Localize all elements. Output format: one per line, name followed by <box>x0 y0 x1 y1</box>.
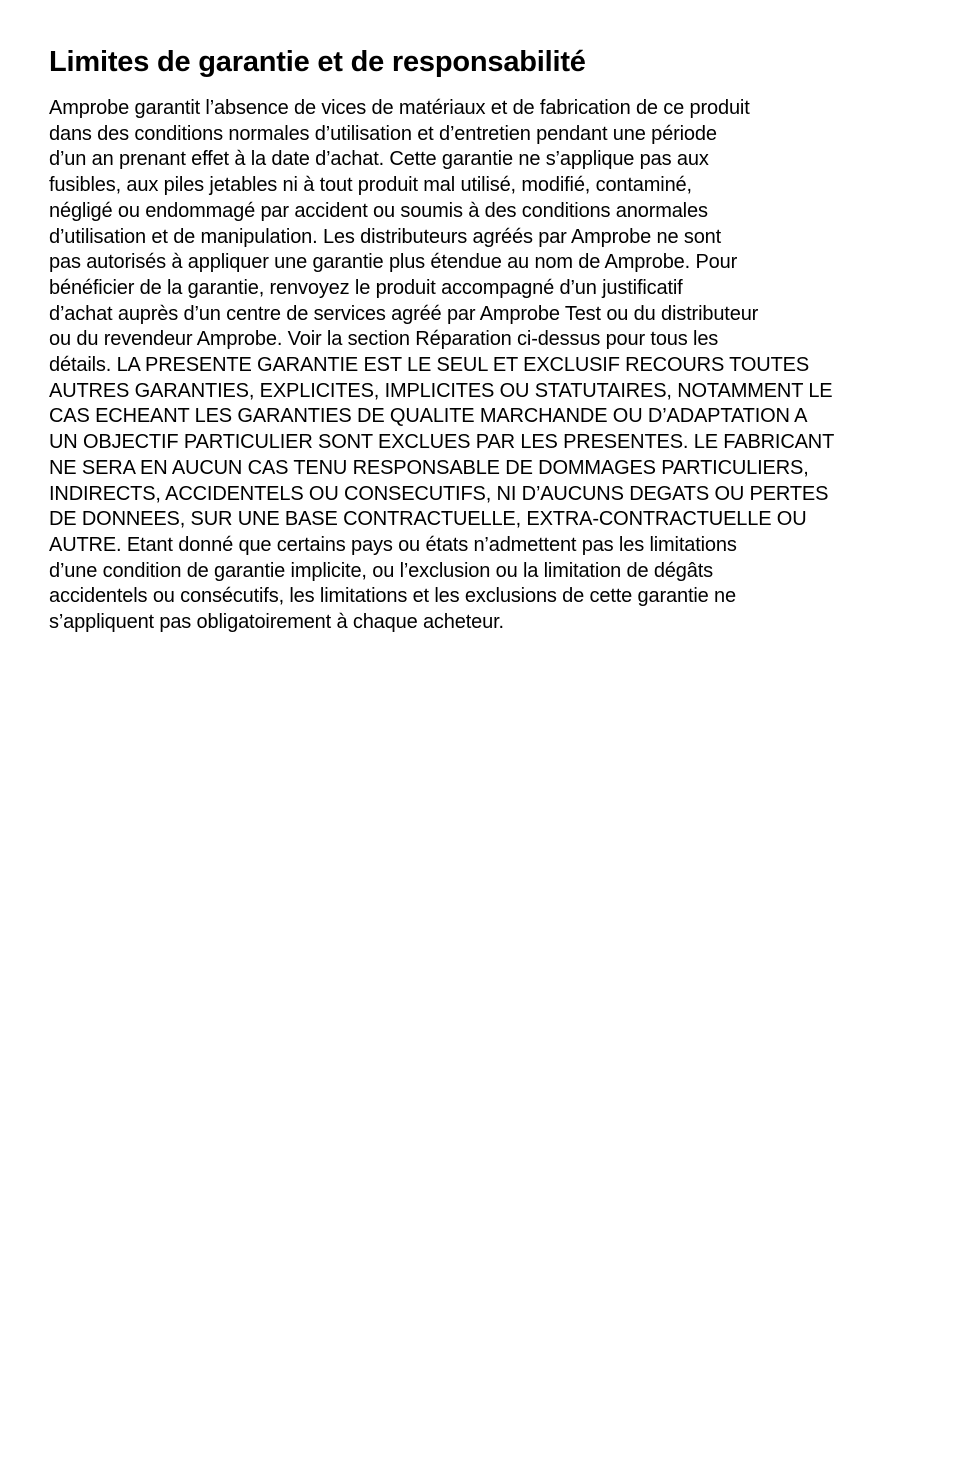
paragraph-line: d’utilisation et de manipulation. Les distributeurs agréés par Amprobe ne sont <box>49 225 722 248</box>
paragraph-line: d’une condition de garantie implicite, ou l’exclusion ou la limitation de dégâts <box>49 559 713 582</box>
paragraph-line: d’achat auprès d’un centre de services agréé par Amprobe Test ou du distributeur <box>49 302 759 325</box>
paragraph-line: Amprobe garantit l’absence de vices de matériaux et de fabrication de ce produit <box>49 97 750 119</box>
paragraph-line: UN OBJECTIF PARTICULIER SONT EXCLUES PAR LES PRESENTES. LE FABRICANT <box>49 431 835 454</box>
paragraph-line: fusibles, aux piles jetables ni à tout produit mal utilisé, modifié, contaminé, <box>49 174 692 197</box>
paragraph-line: d’un an prenant effet à la date d’achat. Cette garantie ne s’applique pas aux <box>49 148 709 171</box>
paragraph-line: négligé ou endommagé par accident ou soumis à des conditions anormales <box>49 199 708 222</box>
paragraph-line: s’appliquent pas obligatoirement à chaque acheteur. <box>49 611 504 634</box>
paragraph-line: CAS ECHEANT LES GARANTIES DE QUALITE MARCHANDE OU D’ADAPTATION A <box>49 405 808 428</box>
warranty-paragraph <box>49 96 911 636</box>
paragraph-line: INDIRECTS, ACCIDENTELS OU CONSECUTIFS, NI D’AUCUNS DEGATS OU PERTES <box>49 482 829 505</box>
paragraph-line: bénéficier de la garantie, renvoyez le produit accompagné d’un justificatif <box>49 276 683 299</box>
paragraph-line: pas autorisés à appliquer une garantie plus étendue au nom de Amprobe. Pour <box>49 251 738 274</box>
document-page <box>49 42 911 636</box>
paragraph-line: AUTRES GARANTIES, EXPLICITES, IMPLICITES OU STATUTAIRES, NOTAMMENT LE <box>49 379 833 402</box>
paragraph-line: détails. LA PRESENTE GARANTIE EST LE SEUL ET EXCLUSIF RECOURS TOUTES <box>49 354 810 377</box>
paragraph-line: NE SERA EN AUCUN CAS TENU RESPONSABLE DE DOMMAGES PARTICULIERS, <box>49 456 809 479</box>
paragraph-line: ou du revendeur Amprobe. Voir la section Réparation ci-dessus pour tous les <box>49 328 719 351</box>
paragraph-line: accidentels ou consécutifs, les limitations et les exclusions de cette garantie ne <box>49 585 736 608</box>
paragraph-line: AUTRE. Etant donné que certains pays ou états n’admettent pas les limitations <box>49 533 737 556</box>
page-title: Limites de garantie et de responsabilité <box>49 46 586 78</box>
paragraph-line: dans des conditions normales d’utilisation et d’entretien pendant une période <box>49 122 717 145</box>
paragraph-line: DE DONNEES, SUR UNE BASE CONTRACTUELLE, EXTRA-CONTRACTUELLE OU <box>49 508 807 531</box>
